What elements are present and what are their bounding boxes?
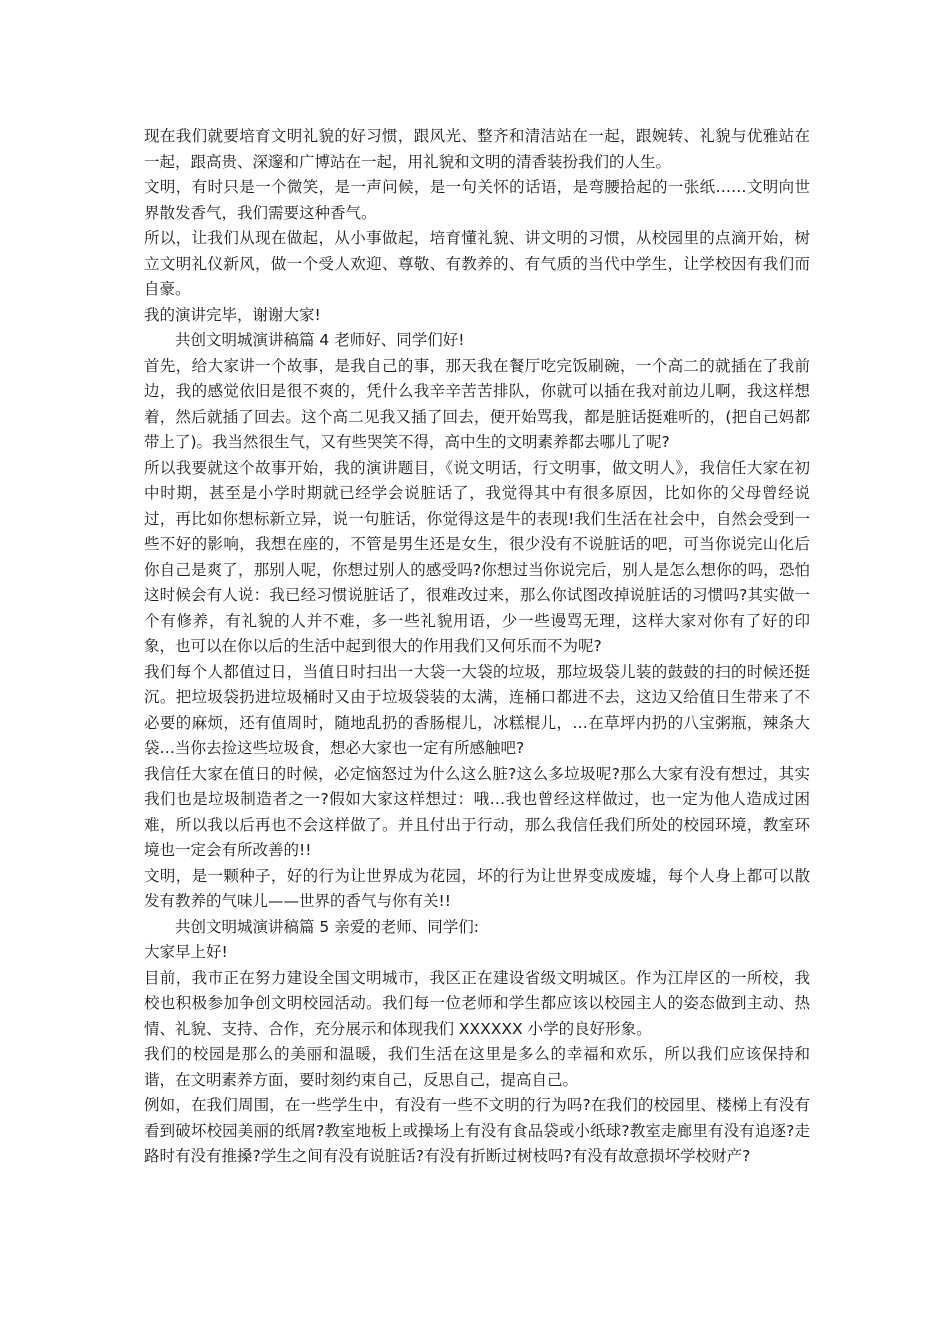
paragraph: 所以我要就这个故事开始，我的演讲题目，《说文明话，行文明事，做文明人》，我信任大家在初中时期，甚至是小学时期就已经学会说脏话了，我觉得其中有很多原因，比如你的父母曾经说过，再比如你想标新立异，说一句脏话，你觉得这是牛的表现!我们生活在社会中，自然会受到一些不好的影响，我想在座的，不管是男生还是女生，很少没有不说脏话的吧，可当你说完山化后你自己是爽了，那别人呢，你想过别人的感受吗?你想过当你说完后，别人是怎么想你的吗，恐怕这时候会有人说：我已经习惯说脏话了，很难改过来，那么你试图改掉说脏话的习惯吗?其实做一个有修养，有礼貌的人并不难，多一些礼貌用语，少一些谩骂无理，这样大家对你有了好的印象，也可以在你以后的生活中起到很大的作用我们又何乐而不为呢? xyxy=(144,458,810,655)
paragraph: 我们每个人都值过日，当值日时扫出一大袋一大袋的垃圾，那垃圾袋儿装的鼓鼓的扫的时候还挺沉。把垃圾袋扔进垃圾桶时又由于垃圾袋装的太满，连桶口都进不去，这边又给值日生带来了不必要的麻烦，还有值周时，随地乱扔的香肠棍儿，冰糕棍儿，…在草坪内扔的八宝粥瓶，辣条大袋…当你去捡这些垃圾食，想必大家也一定有所感触吧? xyxy=(144,662,810,757)
paragraph: 我们的校园是那么的美丽和温暖，我们生活在这里是多么的幸福和欢乐，所以我们应该保持和谐，在文明素养方面，要时刻约束自己，反思自己，提高自己。 xyxy=(144,1045,810,1089)
paragraph: 我信任大家在值日的时候，必定恼怒过为什么这么脏?这么多垃圾呢?那么大家有没有想过，其实我们也是垃圾制造者之一?假如大家这样想过：哦…我也曾经这样做过，也一定为他人造成过困难，所以我以后再也不会这样做了。并且付出于行动，那么我信任我们所处的校园环境，教室环境也一定会有所改善的!! xyxy=(144,764,810,859)
document-page xyxy=(144,124,810,1170)
paragraph: 首先，给大家讲一个故事，是我自己的事，那天我在餐厅吃完饭刷碗，一个高二的就插在了我前边，我的感觉依旧是很不爽的，凭什么我辛辛苦苦排队，你就可以插在我对前边儿啊，我这样想着，然后就插了回去。这个高二见我又插了回去，便开始骂我，都是脏话挺难听的，(把自己妈都带上了)。我当然很生气，又有些哭笑不得，高中生的文明素养都去哪儿了呢? xyxy=(144,356,810,451)
paragraph: 文明，是一颗种子，好的行为让世界成为花园，坏的行为让世界变成废墟，每个人身上都可以散发有教养的气味儿——世界的香气与你有关!! xyxy=(144,866,810,910)
paragraph: 例如，在我们周围，在一些学生中，有没有一些不文明的行为吗?在我们的校园里、楼梯上有没有看到破坏校园美丽的纸屑?教室地板上或操场上有没有食品袋或小纸球?教室走廊里有没有追逐?走路时有没有推搡?学生之间有没有说脏话?有没有折断过树枝吗?有没有故意损坏学校财产? xyxy=(144,1096,810,1165)
paragraph: 我的演讲完毕，谢谢大家! xyxy=(144,305,321,324)
paragraph: 大家早上好! xyxy=(144,943,228,961)
paragraph: 所以，让我们从现在做起，从小事做起，培育懂礼貌、讲文明的习惯，从校园里的点滴开始，树立文明礼仪新风，做一个受人欢迎、尊敬、有教养的、有气质的当代中学生，让学校因有我们而自豪。 xyxy=(144,229,810,298)
paragraph: 文明，有时只是一个微笑，是一声问候，是一句关怀的话语，是弯腰拾起的一张纸……文明向世界散发香气，我们需要这种香气。 xyxy=(144,178,810,222)
section-heading: 共创文明城演讲稿篇 4 老师好、同学们好! xyxy=(175,331,465,349)
paragraph: 目前，我市正在努力建设全国文明城市，我区正在建设省级文明城区。作为江岸区的一所校，我校也积极参加争创文明校园活动。我们每一位老师和学生都应该以校园主人的姿态做到主动、热情、礼貌、支持、合作，充分展示和体现我们 XXXXXX 小学的良好形象。 xyxy=(144,968,810,1038)
paragraph: 现在我们就要培育文明礼貌的好习惯，跟风光、整齐和清洁站在一起，跟婉转、礼貌与优雅站在一起，跟高贵、深邃和广博站在一起，用礼貌和文明的清香装扮我们的人生。 xyxy=(144,127,810,171)
section-heading: 共创文明城演讲稿篇 5 亲爱的老师、同学们: xyxy=(175,917,479,936)
